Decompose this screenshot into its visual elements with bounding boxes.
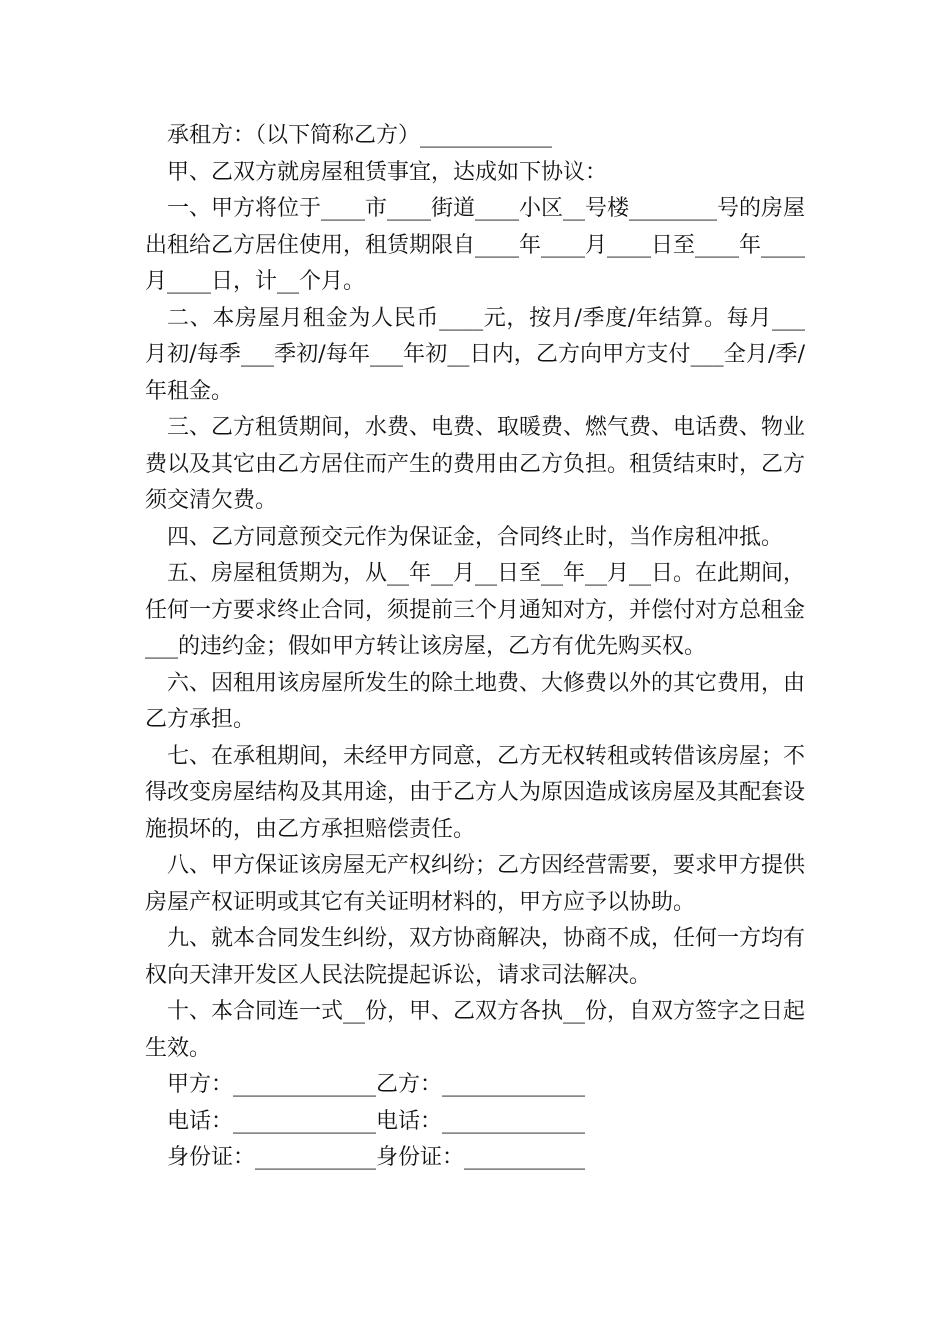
signature-id-line: 身份证：___________身份证：___________ [167, 1145, 586, 1170]
clause-10: 十、本合同连一式__份，甲、乙双方各执__份，自双方签字之日起生效。 [145, 999, 806, 1061]
clause-4: 四、乙方同意预交元作为保证金，合同终止时，当作房租冲抵。 [167, 524, 784, 550]
clause-6: 六、因租用该房屋所发生的除土地费、大修费以外的其它费用，由乙方承担。 [145, 670, 806, 732]
clause-8: 八、甲方保证该房屋无产权纠纷；乙方因经营需要，要求甲方提供房屋产权证明或其它有关证明材料的，甲方应予以协助。 [145, 853, 806, 915]
signature-party-line: 甲方：_____________乙方：_____________ [167, 1072, 586, 1097]
clause-3: 三、乙方租赁期间，水费、电费、取暖费、燃气费、电话费、物业费以及其它由乙方居住而产生的费用由乙方负担。租赁结束时，乙方须交清欠费。 [145, 415, 806, 513]
contract-body [145, 118, 805, 1177]
clause-1: 一、甲方将位于____市____街道____小区__号楼________号的房屋出租给乙方居住使用，租赁期限自____年____月____日至____年____月____日，计__个月。 [145, 196, 806, 294]
clause-2: 二、本房屋月租金为人民币____元，按月/季度/年结算。每月___月初/每季___季初/每年___年初__日内，乙方向甲方支付___全月/季/年租金。 [145, 305, 805, 404]
clause-9: 九、就本合同发生纠纷，双方协商解决，协商不成，任何一方均有权向天津开发区人民法院提起诉讼，请求司法解决。 [145, 926, 806, 988]
signature-phone-line: 电话：_____________电话：_____________ [167, 1108, 586, 1134]
lessee-line: 承租方：（以下简称乙方）____________ [167, 123, 553, 148]
clause-5: 五、房屋租赁期为，从__年__月__日至__年__月__日。在此期间，任何一方要求终止合同，须提前三个月通知对方，并偿付对方总租金___的违约金；假如甲方转让该房屋，乙方有优先购买权。 [145, 561, 806, 659]
clause-7: 七、在承租期间，未经甲方同意，乙方无权转租或转借该房屋；不得改变房屋结构及其用途，由于乙方人为原因造成该房屋及其配套设施损坏的，由乙方承担赔偿责任。 [145, 743, 806, 842]
agreement-intro: 甲、乙双方就房屋租赁事宜，达成如下协议： [167, 159, 608, 185]
